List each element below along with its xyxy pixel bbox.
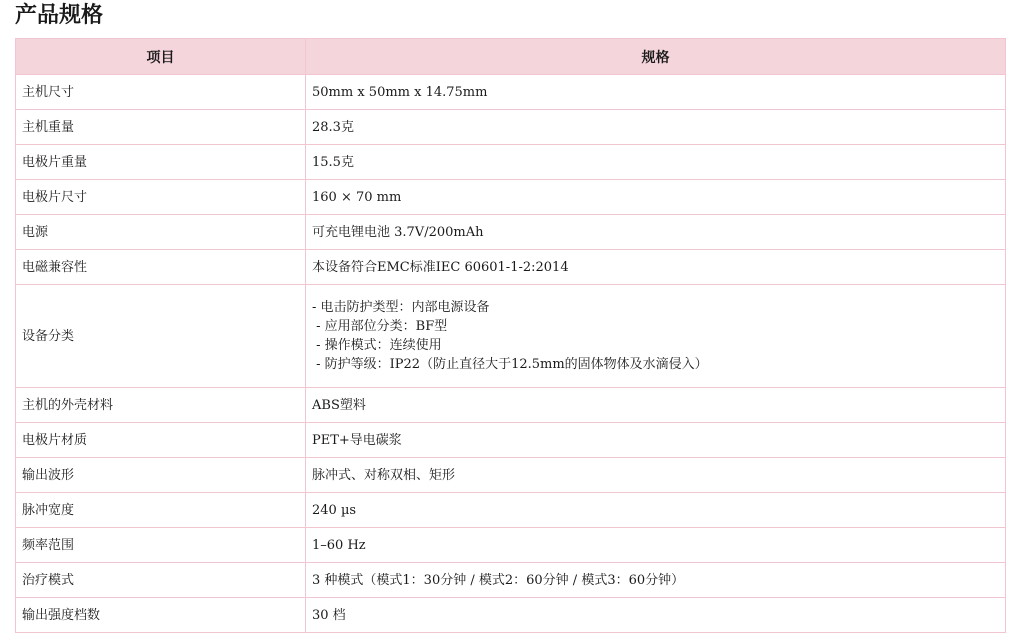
row-item: 电极片重量 <box>16 145 306 180</box>
row-spec: 本设备符合EMC标准IEC 60601-1-2:2014 <box>306 250 1006 285</box>
row-spec: 15.5克 <box>306 145 1006 180</box>
spec-line: - 防护等级：IP22（防止直径大于12.5mm的固体物体及水滴侵入） <box>312 357 708 372</box>
row-item: 治疗模式 <box>16 563 306 598</box>
spec-line: - 应用部位分类：BF型 <box>312 319 448 334</box>
table-row <box>16 528 1006 563</box>
row-spec: PET+导电碳浆 <box>306 423 1006 458</box>
table-row <box>16 458 1006 493</box>
row-item: 输出强度档数 <box>16 598 306 633</box>
table-row <box>16 75 1006 110</box>
table-row <box>16 145 1006 180</box>
row-item: 频率范围 <box>16 528 306 563</box>
row-item: 设备分类 <box>16 285 306 388</box>
table-header-row <box>16 39 1006 75</box>
row-item: 电极片尺寸 <box>16 180 306 215</box>
row-item: 电磁兼容性 <box>16 250 306 285</box>
table-row <box>16 493 1006 528</box>
table-row <box>16 285 1006 388</box>
row-item: 脉冲宽度 <box>16 493 306 528</box>
row-spec: 1–60 Hz <box>306 528 1006 563</box>
row-item: 电源 <box>16 215 306 250</box>
row-spec-multiline <box>306 285 1006 388</box>
row-item: 电极片材质 <box>16 423 306 458</box>
row-item: 输出波形 <box>16 458 306 493</box>
table-row <box>16 180 1006 215</box>
row-spec: 3 种模式（模式1：30分钟 / 模式2：60分钟 / 模式3：60分钟） <box>306 563 1006 598</box>
row-spec: 30 档 <box>306 598 1006 633</box>
spec-line: - 操作模式：连续使用 <box>312 338 442 353</box>
row-spec: 脉冲式、对称双相、矩形 <box>306 458 1006 493</box>
table-row <box>16 250 1006 285</box>
row-spec: ABS塑料 <box>306 388 1006 423</box>
column-header-spec: 规格 <box>306 39 1006 75</box>
column-header-item: 项目 <box>16 39 306 75</box>
spec-table <box>15 38 1006 633</box>
row-item: 主机的外壳材料 <box>16 388 306 423</box>
row-spec: 50mm x 50mm x 14.75mm <box>306 75 1006 110</box>
table-row <box>16 423 1006 458</box>
row-spec: 240 µs <box>306 493 1006 528</box>
table-row <box>16 388 1006 423</box>
table-row <box>16 598 1006 633</box>
row-spec: 160 × 70 mm <box>306 180 1006 215</box>
page-title: 产品规格 <box>15 2 104 28</box>
table-row <box>16 563 1006 598</box>
spec-line: - 电击防护类型：内部电源设备 <box>312 300 490 315</box>
table-row <box>16 110 1006 145</box>
row-item: 主机尺寸 <box>16 75 306 110</box>
row-spec: 28.3克 <box>306 110 1006 145</box>
row-spec: 可充电锂电池 3.7V/200mAh <box>306 215 1006 250</box>
table-row <box>16 215 1006 250</box>
row-item: 主机重量 <box>16 110 306 145</box>
